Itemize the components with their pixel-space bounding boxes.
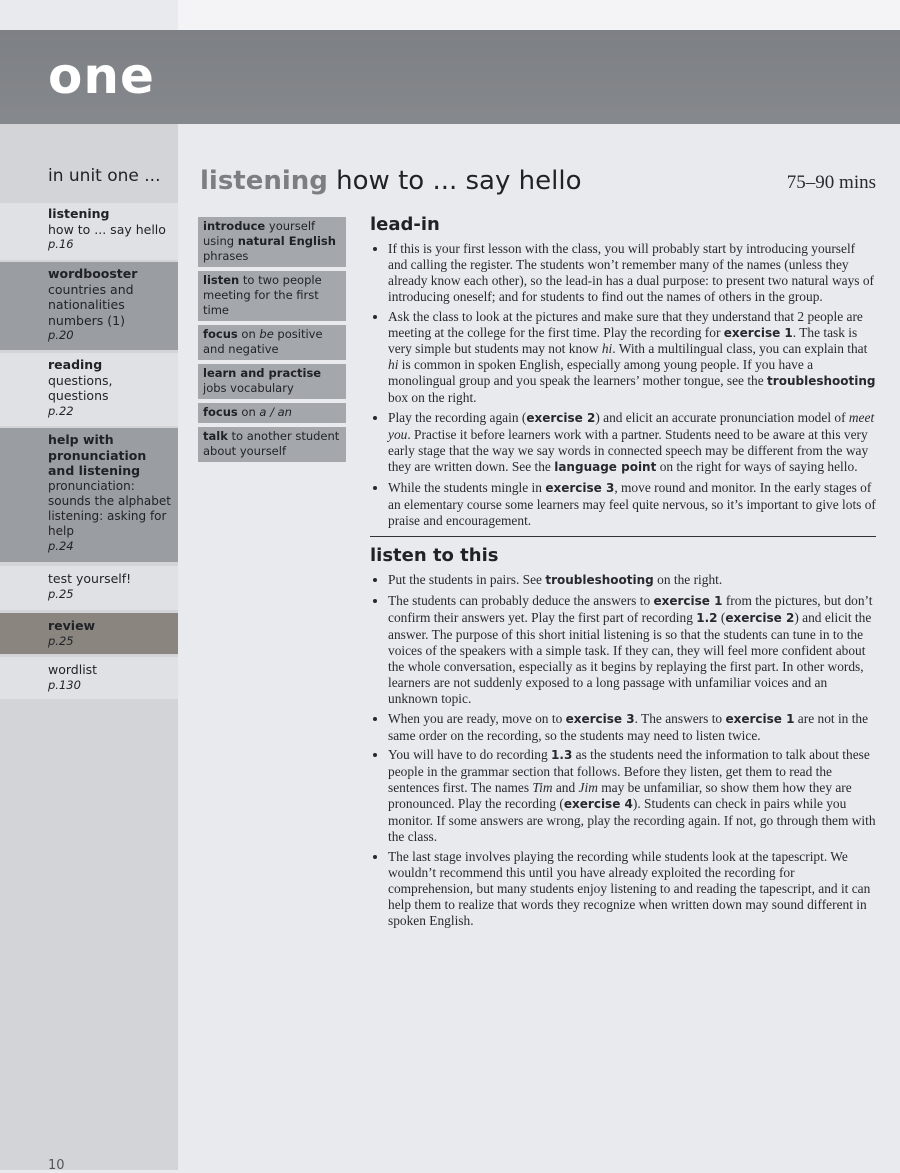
sidebar-item-title: help with pronunciation and listening [48, 432, 147, 478]
sidebar-item-title: wordbooster [48, 266, 138, 281]
sidebar-item-page: p.20 [48, 328, 74, 342]
sidebar-item-desc: numbers (1) [48, 312, 125, 328]
text-run: ). Students can check in pairs while you monitor. If some answers are wrong, play the recording again. If not, go through them with the class. [388, 796, 876, 844]
sidebar-item-page: p.25 [48, 633, 74, 648]
bold-term: exercise 3 [545, 480, 615, 495]
text-run: as the students need the information to talk about these people in the grammar section that follows. Before they listen, get them to read the sentences first. The names [388, 747, 870, 796]
bold-term: focus [203, 327, 238, 341]
text-run: on the right for ways of saying hello. [656, 458, 858, 474]
bold-term: exercise 2 [725, 611, 795, 626]
bullet-item [388, 309, 876, 406]
italic-term: hi [601, 341, 613, 357]
text-run: The last stage involves playing the recording while students look at the tapescript. We wouldn’t recommend this until you have already exploited the recording for comprehension, but many students enjoy listening to and reading the tapescript, and it can help them to realize that words they recognize when written down may sound different in spoken English. [388, 848, 871, 928]
text-run: jobs vocabulary [203, 381, 294, 395]
sidebar-item-title: listening [48, 206, 110, 221]
text-run: When you are ready, move on to [388, 710, 566, 726]
text-run: are not in the same order on the recording, so the students may need to listen twice. [388, 710, 869, 743]
lesson-title-keyword: listening [200, 166, 328, 196]
text-run: Ask the class to look at the pictures and make sure that they understand that 2 people are meeting at the college for the first time. Play the recording for [388, 308, 863, 340]
bold-term: exercise 1 [725, 711, 795, 726]
sidebar-item-page: p.24 [48, 538, 74, 553]
text-run: If this is your first lesson with the class, you will probably start by introducing yourself and calling the register. The students won’t remember many of the names (unless they already know each other), so the lead-in has a dual purpose: to present two natural ways of introducing oneself; and for students to find out the names of others in the group. [388, 241, 874, 304]
bold-term: 1.2 [696, 611, 718, 626]
bold-term: exercise 1 [723, 325, 793, 340]
sidebar-item-desc: questions, questions [48, 372, 113, 403]
bold-term: natural English [237, 234, 336, 248]
bold-term: exercise 4 [563, 797, 633, 812]
sidebar-item-reading[interactable] [0, 353, 178, 426]
section-heading: listen to this [370, 545, 499, 567]
text-run: phrases [203, 249, 249, 263]
text-run: to another student about yourself [203, 429, 340, 458]
sidebar-item-desc: listening: asking for help [48, 508, 167, 538]
text-run: positive and negative [203, 327, 323, 356]
text-run: from the pictures, but don’t confirm their answers yet. Play the first part of recording [388, 593, 873, 626]
sidebar-item-help-with-pronunciation[interactable] [0, 428, 178, 562]
bold-term: troubleshooting [767, 374, 876, 389]
sidebar-item-desc: pronunciation: sounds the alphabet [48, 478, 171, 508]
bullet-item [388, 480, 876, 529]
text-run: may be unfamiliar, so show them how they are pronounced. Play the recording ( [388, 780, 852, 812]
section-heading: lead-in [370, 214, 440, 235]
italic-term: hi [388, 357, 399, 373]
bold-term: exercise 3 [565, 711, 635, 726]
sidebar-item-page: p.130 [48, 677, 81, 692]
bold-term: exercise 2 [526, 411, 596, 426]
text-run: on the right. [653, 572, 723, 588]
page-number: 10 [48, 1158, 65, 1173]
text-run: ( [717, 610, 726, 626]
sidebar-item-page: p.25 [48, 586, 74, 601]
sidebar-item-wordbooster[interactable] [0, 262, 178, 350]
text-run: The students can probably deduce the answers to [388, 593, 654, 609]
bullet-item [388, 593, 876, 706]
bullet-item [388, 410, 876, 476]
section-bullet-list [370, 572, 876, 928]
text-run: is common in spoken English, especially among young people. If you have a monolingual group and you speak the learners’ mother tongue, see the [388, 357, 814, 389]
text-run: You will have to do recording [388, 747, 552, 763]
text-run: on [237, 405, 260, 419]
bullet-item [388, 241, 876, 305]
text-run: and [552, 780, 579, 796]
bullet-item [388, 572, 876, 589]
italic-term: a / an [259, 405, 292, 419]
sidebar-item-desc: how to ... say hello [48, 221, 166, 237]
bold-term: talk [203, 429, 228, 443]
section-divider [370, 536, 876, 537]
sidebar-item-title: test yourself! [48, 571, 132, 586]
bold-term: learn and practise [203, 366, 322, 380]
aim-item [198, 271, 346, 321]
bullet-item [388, 849, 876, 929]
text-run: , move round and monitor. In the early stages of an elementary course some learners may feel quite nervous, so it’s important to give lots of praise and encouragement. [388, 479, 876, 528]
sidebar-item-test-yourself[interactable] [0, 566, 178, 610]
sidebar-item-listening[interactable] [0, 203, 178, 260]
text-run: . The answers to [634, 710, 726, 726]
text-run: While the students mingle in [388, 479, 546, 495]
italic-term: Jim [578, 780, 598, 796]
bullet-item [388, 711, 876, 744]
aim-item [198, 364, 346, 399]
sidebar-item-wordlist[interactable] [0, 657, 178, 699]
sidebar-heading: in unit one ... [48, 166, 161, 186]
aim-item [198, 325, 346, 360]
sidebar-item-review[interactable] [0, 613, 178, 654]
italic-term: Tim [532, 780, 553, 796]
text-run: to two people meeting for the first time [203, 273, 322, 317]
bold-term: exercise 1 [653, 594, 723, 609]
aims-list [198, 217, 346, 466]
main-content [370, 214, 876, 932]
lesson-title [200, 166, 581, 196]
text-run: . The task is very simple but students may not know [388, 324, 858, 357]
aim-item [198, 427, 346, 462]
section-bullet-list [370, 241, 876, 528]
aim-item [198, 217, 346, 267]
bold-term: troubleshooting [545, 573, 654, 588]
text-run: ) and elicit the answer. The purpose of this short initial listening is so that the students can tune in to the voices of the speakers with a simple task. If they can, they will feel more confident about the whole conversation, especially as it begins by replaying the first part. In other words, learners are not suddenly exposed to a long passage with unfamiliar voices and an unknown topic. [388, 610, 872, 706]
text-run: on [237, 327, 260, 341]
bullet-item [388, 747, 876, 844]
lesson-title-rest: how to ... say hello [336, 166, 582, 196]
sidebar-item-page: p.22 [48, 403, 74, 418]
text-run: . With a multilingual class, you can explain that [612, 341, 868, 357]
bold-term: focus [203, 405, 238, 419]
aim-item [198, 403, 346, 423]
bold-term: introduce [203, 219, 266, 233]
sidebar-item-desc: countries and nationalities [48, 281, 134, 312]
sidebar-item-title: wordlist [48, 662, 98, 677]
bold-term: listen [203, 273, 240, 287]
text-run: Put the students in pairs. See [388, 572, 546, 588]
text-run: box on the right. [388, 390, 477, 406]
italic-term: meet you [388, 410, 875, 442]
top-strip [178, 0, 900, 30]
sidebar-item-title: review [48, 618, 96, 633]
text-run: yourself using [203, 219, 316, 248]
text-run: Play the recording again ( [388, 410, 527, 426]
bold-term: 1.3 [551, 748, 573, 763]
sidebar-item-title: reading [48, 357, 103, 372]
text-run: . Practise it before learners work with a partner. Students need to be aware at this very early stage that the way we say words in connected speech may be different from the way they are written down. See the [388, 426, 869, 474]
bold-term: language point [554, 459, 657, 474]
lesson-duration: 75–90 mins [786, 172, 876, 193]
unit-title: one [48, 47, 155, 105]
sidebar-item-page: p.16 [48, 237, 74, 251]
text-run: ) and elicit an accurate pronunciation model of [595, 410, 849, 426]
italic-term: be [259, 327, 274, 341]
